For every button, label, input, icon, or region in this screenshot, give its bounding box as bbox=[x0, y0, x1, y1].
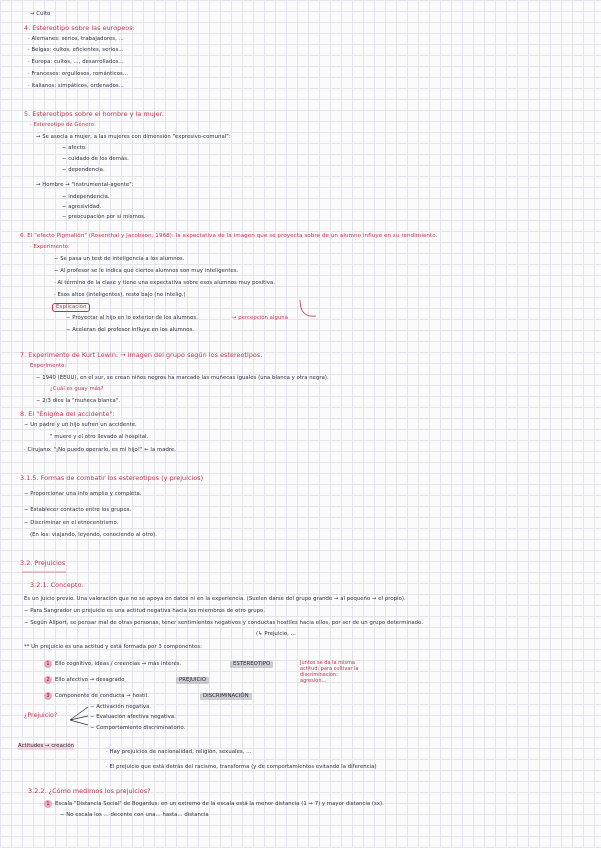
component-text: Componente de conducta → hostil. bbox=[55, 693, 149, 699]
annotation: ¿Cuál es guay más? bbox=[50, 386, 104, 392]
section-heading: 3.1.5. Formas de combatir los estereotipos (y prejuicios) bbox=[20, 474, 204, 482]
list-item: − Aceleran del profesor influye en los alumnos. bbox=[66, 327, 195, 333]
step-number: 3 bbox=[44, 692, 52, 700]
scale-text: Escala "Distancia Social" de Bogardus: en un extremo de la escala está la menor distancia (1 → 7) y mayor distancia (sx). bbox=[55, 801, 384, 807]
subheading: Experimento: bbox=[30, 363, 67, 369]
brace-prejuicio bbox=[70, 707, 88, 725]
list-item: − Comportamiento discriminatorio. bbox=[90, 725, 186, 731]
list-item: − afecto. bbox=[62, 145, 87, 151]
list-item: → Hombre → "instrumental-agente": bbox=[36, 182, 134, 188]
annotation: Actitudes → creación bbox=[18, 743, 75, 749]
list-item: − Evaluación afectiva negativa. bbox=[90, 714, 176, 720]
list-item: − Al profesor se le indica qué ciertos alumnos son muy inteligentes. bbox=[54, 268, 239, 274]
list-item: − Se pasa un test de inteligencia a los alumnos. bbox=[54, 256, 185, 262]
list-item: − cuidado de los demás. bbox=[62, 156, 129, 162]
annotation: → percepción alguna bbox=[232, 315, 288, 321]
paragraph: Es un juicio previo. Una valoración que no se apoya en datos ni en la experiencia. (Suelen darse del grupo grande → al pequeño → el propio). bbox=[24, 596, 406, 602]
list-item: " muere y el otro llevado al hospital. bbox=[50, 434, 149, 440]
tag-prejuicio: PREJUICIO bbox=[176, 677, 209, 684]
list-item: − 1940 (EEUU), en el sur, se crean niños negros ha marcado las muñecas iguales (una blanca y otra negra). bbox=[36, 375, 329, 381]
list-item: − Activación negativa. bbox=[90, 704, 152, 710]
list-item: · Hay prejuicios de nacionalidad, religión, sexuales, ... bbox=[106, 749, 252, 755]
list-item: − Para Sangrador un prejuicio es una actitud negativa hacia los miembros de otro grupo. bbox=[24, 608, 265, 614]
list-item: − preocupación por sí mismos. bbox=[62, 214, 146, 220]
list-item: − Según Allport, se pensar mal de otras personas, tener sentimientos negativos y conductas hostiles hacia ellos, por ser de un grupo determinado. bbox=[24, 620, 424, 626]
section-heading: 4. Estereotipo sobre las europeos: bbox=[24, 24, 135, 32]
list-item: − 2/3 dice la "muñeca blanca". bbox=[36, 398, 121, 404]
subsection-heading: 3.2.1. Concepto. bbox=[30, 581, 84, 589]
section-heading: 5. Estereotipos sobre el hombre y la mujer. bbox=[24, 110, 164, 118]
annotation: (↳ Prejuicio, ... bbox=[256, 631, 296, 637]
component-text: Ello cognitivo, ideas / creencias → más interés. bbox=[55, 661, 182, 667]
question-label: ¿Prejuicio? bbox=[24, 712, 58, 719]
component-text: Ello afectivo → desagrado bbox=[55, 677, 125, 683]
list-item: − Establecer contacto entre los grupos. bbox=[24, 507, 132, 513]
list-item: · Belgas: cultos, eficientes, serios... bbox=[28, 47, 124, 53]
section-heading: 6. El "efecto Pigmalión" (Rosenthal y Jacobson, 1968): la expectativa de la imagen que se proyecta sobre de un alumno influye en su rendimiento. bbox=[20, 233, 438, 239]
step-number: 1 bbox=[44, 800, 52, 808]
subheading: · Estereotipo de Género: bbox=[30, 122, 96, 128]
step-number: 2 bbox=[44, 676, 52, 684]
explicacion-box: Explicación bbox=[52, 303, 90, 312]
section-heading: 7. Experimento de Kurt Lewin: → imagen del grupo según los estereotipos. bbox=[20, 351, 263, 359]
list-item: − Un padre y un hijo sufren un accidente. bbox=[24, 422, 137, 428]
list-item: · Europa: cultos, ..., desarrollados... bbox=[28, 59, 124, 65]
step-number: 1 bbox=[44, 660, 52, 668]
paragraph bbox=[44, 800, 384, 808]
list-item: − Proporcionar una info amplia y completa. bbox=[24, 491, 142, 497]
tag-discriminacion: DISCRIMINACIÓN bbox=[200, 693, 252, 700]
list-item: − No escala los ... decente con una... hasta... distancia bbox=[60, 812, 209, 818]
paragraph: ** Un prejuicio es una actitud y está formada por 3 componentes: bbox=[24, 644, 202, 650]
list-item: − independencia. bbox=[62, 194, 110, 200]
subsection-heading: 3.2.2. ¿Cómo medimos los prejuicios? bbox=[28, 787, 151, 795]
list-item: · Italianos: simpáticos, ordenados... bbox=[28, 83, 124, 89]
curved-arrow-percepcion bbox=[300, 300, 316, 316]
section-heading: 3.2. Prejuicios bbox=[20, 559, 66, 567]
list-item: − Proyectar al hijo en lo exterior de los alumnos. bbox=[66, 315, 198, 321]
list-item: − dependencia. bbox=[62, 167, 105, 173]
list-item: · Alemanes: serios, trabajadores, ... bbox=[28, 36, 124, 42]
list-item: · Esos altos (inteligentes), resto bajo (no intelig.) bbox=[54, 292, 186, 298]
component-row bbox=[44, 692, 149, 700]
subheading: · Experimento: bbox=[30, 244, 70, 250]
list-item: − Discriminar en el etnocentrismo. bbox=[24, 520, 119, 526]
side-note: Juntos se da la misma actitud; para cultivar la discriminación: agresión... bbox=[300, 660, 359, 684]
component-row bbox=[44, 660, 181, 668]
list-item: → Culto bbox=[30, 11, 51, 17]
list-item: · El prejuicio que está detrás del racismo, transforma (y de comportamientos evitando la diferencia) bbox=[106, 764, 377, 770]
section-heading: 8. El "Enigma del accidente": bbox=[20, 410, 115, 418]
list-item: · Al término de la clase y tiene una expectativa sobre esos alumnos muy positiva. bbox=[54, 280, 276, 286]
list-item: · Franceses: orgullosos, románticos... bbox=[28, 71, 129, 77]
list-item: (En los: viajando, leyendo, conociendo al otro). bbox=[30, 532, 157, 538]
tag-estereotipo: ESTEREOTIPO bbox=[230, 661, 273, 668]
list-item: → Se asocia a mujer, a las mujeres con dimensión "expresivo-comunal": bbox=[36, 134, 231, 140]
list-item: − agresividad. bbox=[62, 204, 102, 210]
list-item: · Cirujano: "¡No puedo operarlo, es mi hijo!" ← la madre. bbox=[24, 447, 177, 453]
component-row bbox=[44, 676, 125, 684]
